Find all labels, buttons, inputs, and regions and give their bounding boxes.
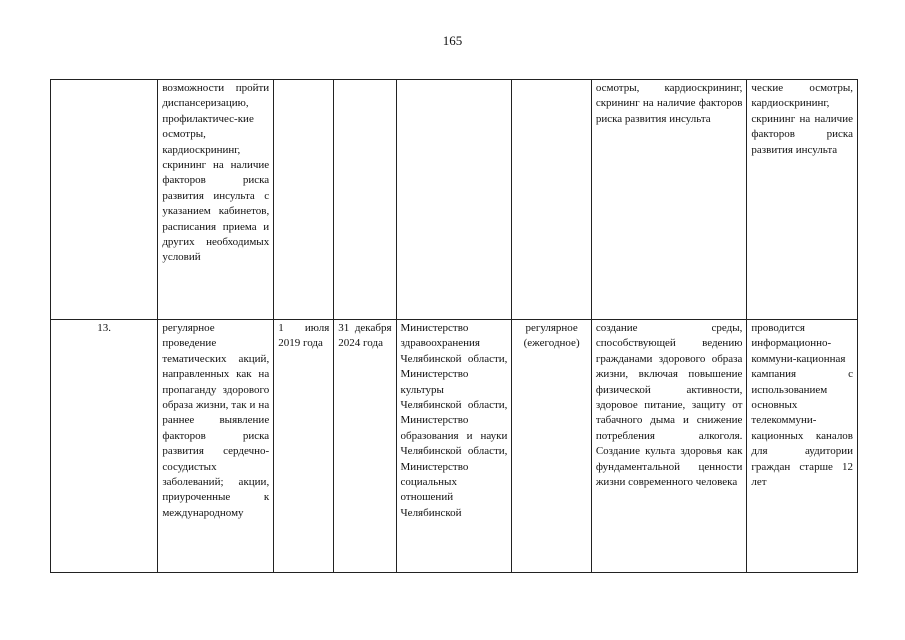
executor-cell: Министерство здравоохранения Челябинской области, Министерство культуры Челябинской области, Министерство образования и науки Челябинской области, Министерство социальных отношений Челябинской bbox=[396, 320, 512, 573]
indicator-cell: проводится информационно-коммуни-кационная кампания с использованием основных телекоммуни-кационных каналов для аудитории граждан старше 12 лет bbox=[747, 320, 858, 573]
periodicity-cell: регулярное (ежегодное) bbox=[512, 320, 591, 573]
event-cell: регулярное проведение тематических акций, направленных как на пропаганду здорового образа жизни, так и на раннее выявление факторов риска развития сердечно-сосудистых заболеваний; акции, приуроченные к международному bbox=[158, 320, 274, 573]
row-number-cell bbox=[51, 80, 158, 320]
table-row bbox=[51, 80, 858, 320]
plan-table bbox=[50, 79, 858, 573]
executor-cell bbox=[396, 80, 512, 320]
table-row bbox=[51, 320, 858, 573]
event-cell: возможности пройти диспансеризацию, профилактичес-кие осмотры, кардиоскрининг, скрининг на наличие факторов риска развития инсульта с указанием кабинетов, расписания приема и других необходимых условий bbox=[158, 80, 274, 320]
end-date-cell bbox=[334, 80, 396, 320]
indicator-cell: ческие осмотры, кардиоскрининг, скрининг на наличие факторов риска развития инсульта bbox=[747, 80, 858, 320]
start-date-cell: 1 июля 2019 года bbox=[274, 320, 334, 573]
row-number-cell: 13. bbox=[51, 320, 158, 573]
periodicity-cell bbox=[512, 80, 591, 320]
expected-result-cell: создание среды, способствующей ведению гражданами здорового образа жизни, включая повышение физической активности, здоровое питание, защиту от табачного дыма и снижение потребления алкоголя. Создание культа здоровья как фундаментальной ценности жизни современного человека bbox=[591, 320, 747, 573]
page-number: 165 bbox=[442, 33, 463, 48]
start-date-cell bbox=[274, 80, 334, 320]
expected-result-cell: осмотры, кардиоскрининг, скрининг на наличие факторов риска развития инсульта bbox=[591, 80, 747, 320]
end-date-cell: 31 декабря 2024 года bbox=[334, 320, 396, 573]
